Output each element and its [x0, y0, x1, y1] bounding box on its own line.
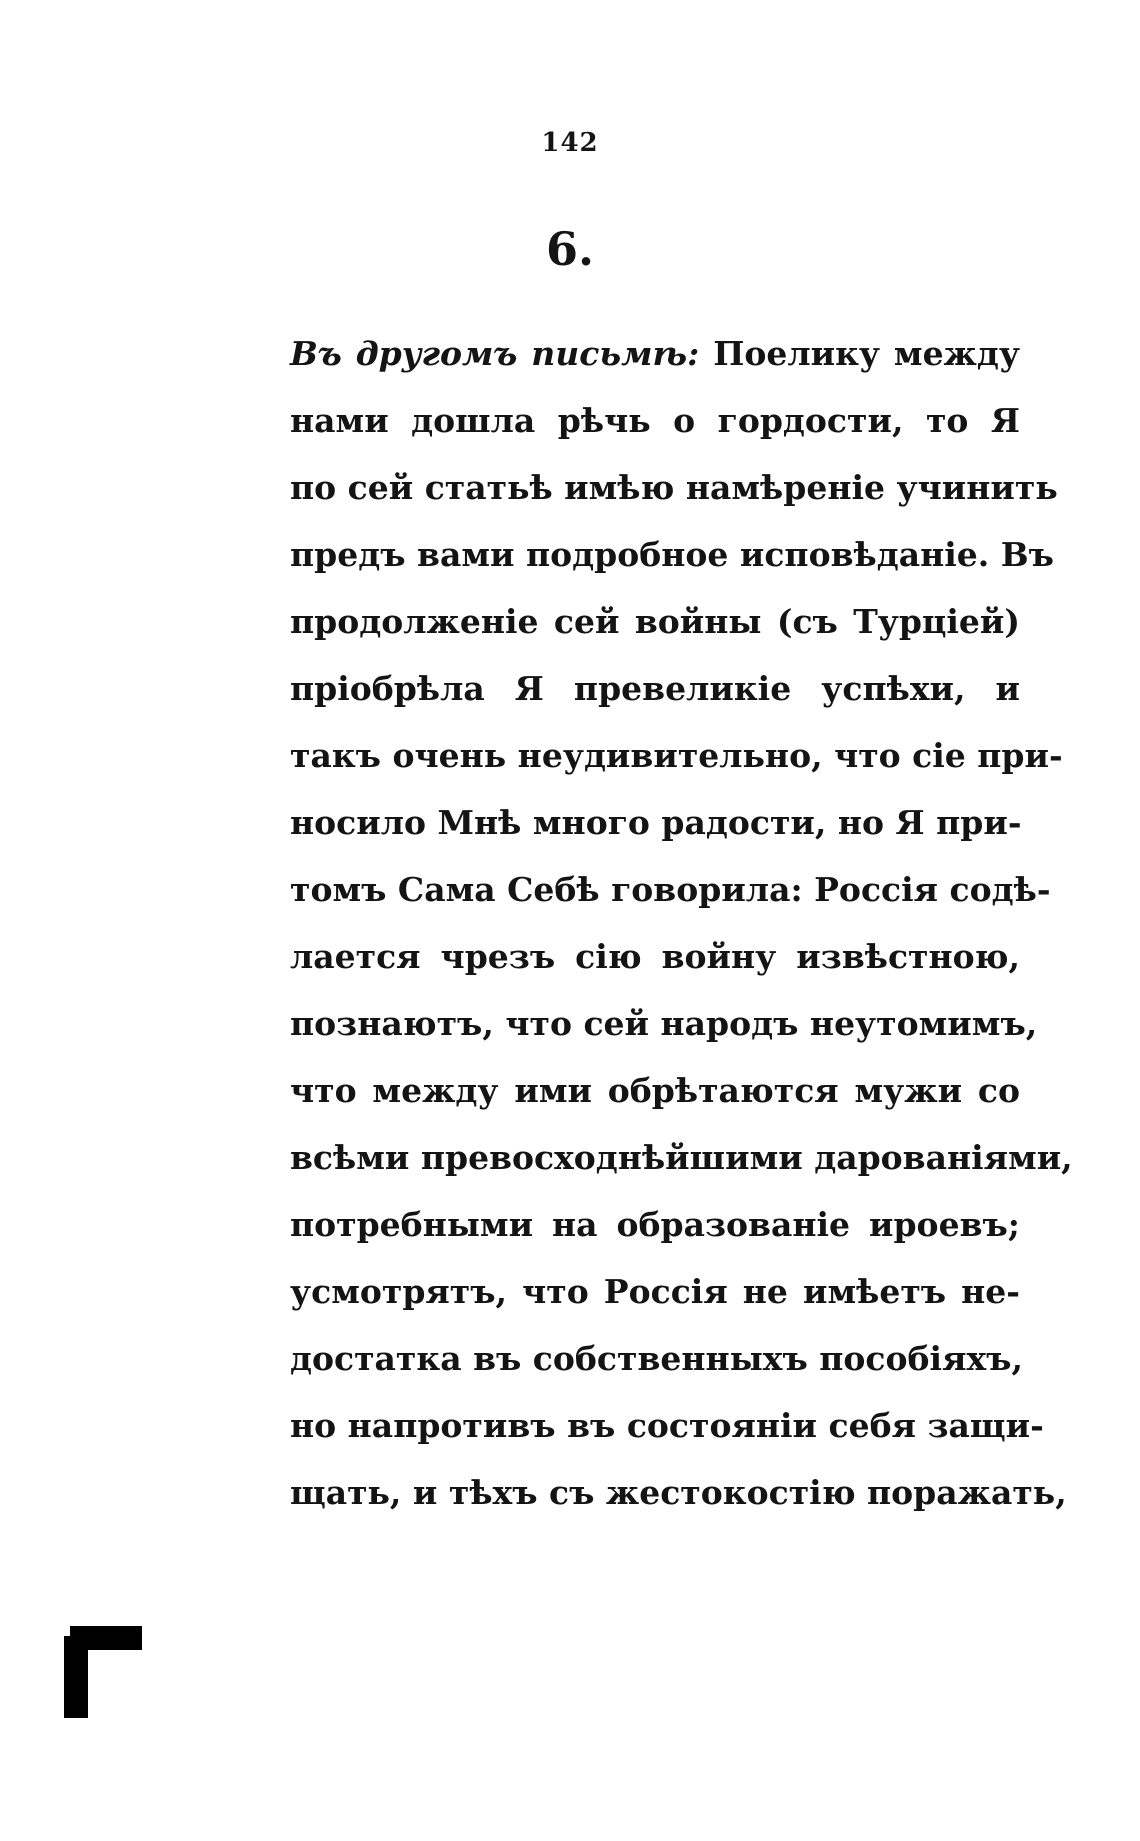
text-line-15: усмотрятъ, что Россія не имѣетъ не-	[290, 1272, 1020, 1311]
text-line-11: познаютъ, что сей народъ неутомимъ,	[290, 1004, 1038, 1043]
section-number: 6.	[545, 222, 595, 276]
text-line-4: предъ вами подробное исповѣданіе. Въ	[290, 535, 1054, 574]
scan-mark-vertical	[64, 1636, 88, 1718]
page-number: 142	[541, 128, 599, 158]
text-line-5: продолженіе сей войны (съ Турціей)	[290, 602, 1020, 641]
body-text	[290, 320, 1073, 1526]
line-1-rest: Поелику между	[713, 334, 1021, 373]
text-line-8: носило Мнѣ много радости, но Я при-	[290, 803, 1022, 842]
text-line-18: щать, и тѣхъ съ жестокостію поражать,	[290, 1473, 1067, 1512]
text-line-12: что между ими обрѣтаются мужи со	[290, 1071, 1020, 1110]
text-line-6: пріобрѣла Я превеликіе успѣхи, и	[290, 669, 1020, 708]
text-line-1	[290, 320, 1020, 387]
text-line-10: лается чрезъ сію войну извѣстною,	[290, 937, 1020, 976]
text-line-3: по сей статьѣ имѣю намѣреніе учинить	[290, 468, 1058, 507]
text-line-9: томъ Сама Себѣ говорила: Россія содѣ-	[290, 870, 1051, 909]
scan-corner-mark	[64, 1626, 142, 1718]
text-line-14: потребными на образованіе ироевъ;	[290, 1205, 1020, 1244]
text-line-7: такъ очень неудивительно, что сіе при-	[290, 736, 1063, 775]
text-line-17: но напротивъ въ состояніи себя защи-	[290, 1406, 1044, 1445]
lead-italic-phrase: Въ другомъ письмѣ:	[290, 334, 700, 373]
text-line-2: нами дошла рѣчь о гордости, то Я	[290, 401, 1020, 440]
text-line-13: всѣми превосходнѣйшими дарованіями,	[290, 1138, 1073, 1177]
text-line-16: достатка въ собственныхъ пособіяхъ,	[290, 1339, 1023, 1378]
